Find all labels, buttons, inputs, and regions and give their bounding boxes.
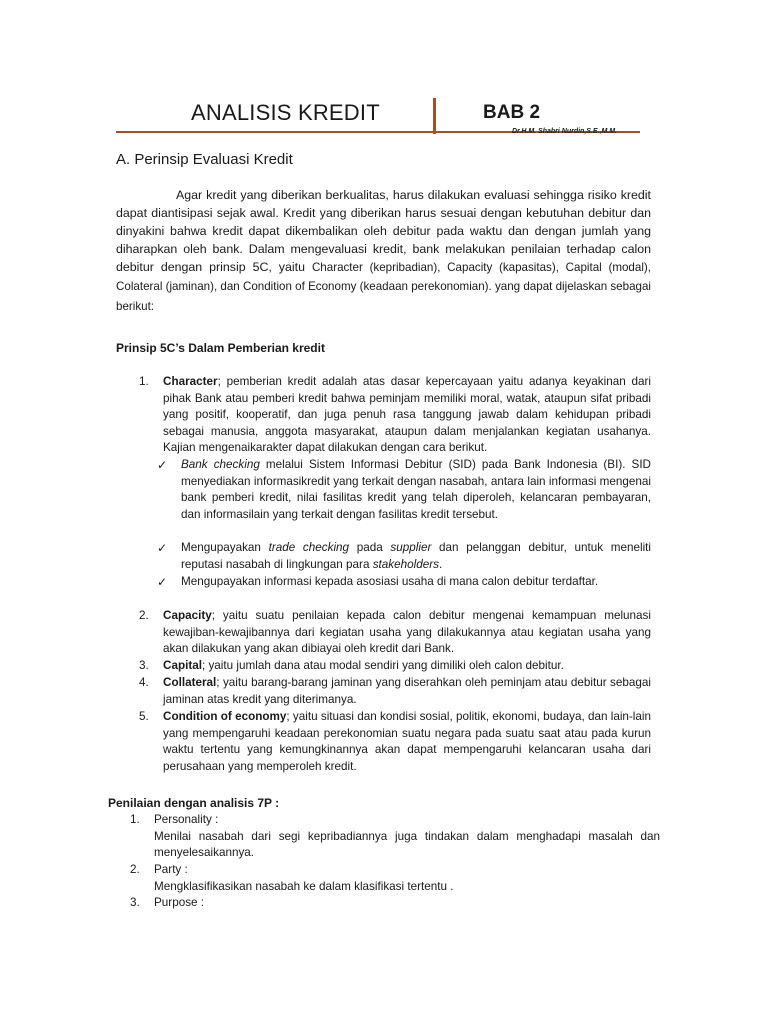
list-text: Menilai nasabah dari segi kepribadiannya juga tindakan dalam menghadapi masalah dan menyelesaikannya.: [154, 829, 660, 860]
document-title: ANALISIS KREDIT: [191, 100, 380, 125]
check-text: pada: [349, 541, 391, 554]
list-label: Purpose :: [154, 896, 205, 909]
list-number: 3.: [139, 659, 149, 672]
intro-text: Agar kredit yang diberikan berkualitas, harus dilakukan evaluasi sehingga risiko kredit dapat diantisipasi sejak awal. Kredit yang diberikan harus sesuai dengan kebutuhan debitur dan dinyakini bahwa kredit dapat dikembalikan oleh debitur pada waktu dan dengan jumlah yang diharapkan oleh bank. Dalam mengevaluasi kredit, bank melakukan penilaian terhadap calon debitur dengan prinsip 5C, yaitu: [116, 188, 651, 275]
list-term: Condition of economy: [163, 710, 287, 723]
check-item: [157, 540, 651, 573]
check-text: Mengupayakan: [181, 541, 269, 554]
list-text: ; yaitu situasi dan kondisi sosial, politik, ekonomi, budaya, dan lain-lain yang mempengaruhi keadaan perekonomian suatu negara pada suatu saat atau pada kurun waktu tertentu yang kemungkinannya akan dapat mempengaruhi kelancaran usaha dari perusahaan yang memperoleh kredit.: [163, 710, 651, 773]
list-text: ; yaitu barang-barang jaminan yang diserahkan oleh peminjam atau debitur sebagai jaminan atas kredit yang diterimanya.: [163, 676, 651, 706]
list-number: 3.: [130, 896, 140, 909]
check-em: trade checking: [268, 541, 350, 554]
check-text: .: [438, 557, 443, 571]
seven-p-heading: Penilaian dengan analisis 7P :: [108, 796, 280, 810]
list-number: 2.: [139, 609, 149, 622]
list-term: Capital: [163, 659, 202, 672]
chapter-label: BAB 2: [483, 102, 541, 123]
list-label: Party :: [154, 863, 188, 876]
principles-list: [139, 374, 651, 794]
list-item: [139, 709, 651, 775]
author-name: Dr.H.M. Shabri Nurdin,S.E.,M.M.: [512, 128, 618, 135]
list-item: [130, 812, 660, 862]
check-item: [157, 457, 651, 523]
intro-5c-text: Character (kepribadian), Capacity (kapasitas), Capital (modal), Colateral (jaminan), dan Condition of Economy (keadaan perekonomian). yang dapat dijelaskan sebagai berikut:: [116, 261, 651, 313]
check-text: Mengupayakan informasi kepada asosiasi usaha di mana calon debitur terdaftar.: [181, 575, 599, 588]
check-text: dan pelanggan debitur, untuk meneliti reputasi nasabah di lingkungan para: [181, 541, 652, 571]
list-number: 2.: [130, 863, 140, 876]
list-term: Capacity: [163, 609, 212, 622]
list-label: Personality :: [154, 813, 219, 826]
header-divider-vertical: [433, 98, 436, 134]
list-item: [130, 862, 660, 895]
list-text: Mengklasifikasikan nasabah ke dalam klasifikasi tertentu .: [154, 879, 454, 893]
check-text: melalui Sistem Informasi Debitur (SID) pada Bank Indonesia (BI). SID menyediakan informasikredit yang terkait dengan nasabah, antara lain informasi mengenai bank pemberi kredit, nilai fasilitas kredit yang telah diperoleh, kelancaran pembayaran, dan informasilain yang terkait dengan fasilitas kredit tersebut.: [181, 458, 652, 521]
principles-heading: Prinsip 5C’s Dalam Pemberian kredit: [116, 341, 325, 355]
list-text: ; pemberian kredit adalah atas dasar kepercayaan yaitu adanya keyakinan dari pihak Bank atau pemberi kredit bahwa peminjam memiliki moral, watak, ataupun sifat pribadi yang positif, kooperatif, dan juga penuh rasa tanggung jawab dalam kehidupan pribadi sebagai manusia, anggota masyarakat, ataupun dalam menjalankan kegiatan usahanya. Kajian mengenaikarakter dapat dilakukan dengan cara berikut.: [163, 375, 651, 455]
list-item: [139, 658, 651, 675]
list-term: Collateral: [163, 676, 217, 689]
list-item: [139, 608, 651, 658]
list-item: [130, 895, 660, 912]
intro-paragraph: [116, 186, 651, 316]
list-number: 5.: [139, 710, 149, 723]
list-term: Character: [163, 375, 218, 388]
list-text: ; yaitu jumlah dana atau modal sendiri yang dimiliki oleh calon debitur.: [201, 659, 564, 672]
list-item: [139, 374, 651, 457]
check-em: supplier: [390, 541, 432, 554]
section-heading: A. Perinsip Evaluasi Kredit: [116, 151, 293, 168]
list-item: [139, 675, 651, 708]
seven-p-list: [130, 812, 660, 922]
check-em: stakeholders: [372, 557, 439, 571]
check-icon: ✓: [157, 575, 168, 589]
check-em: Bank checking: [181, 458, 260, 471]
list-number: 1.: [139, 375, 149, 388]
list-text: ; yaitu suatu penilaian kepada calon debitur mengenai kemampuan melunasi kewajiban-kewajibannya dari kegiatan usaha yang dilakukannya atau kegiatan usaha yang akan dilakukan yang akan dibiayai oleh kredit dari Bank.: [163, 609, 651, 656]
list-number: 1.: [130, 813, 140, 826]
list-number: 4.: [139, 676, 149, 689]
check-icon: ✓: [157, 541, 168, 555]
check-item: [157, 574, 651, 591]
check-icon: ✓: [157, 458, 168, 472]
